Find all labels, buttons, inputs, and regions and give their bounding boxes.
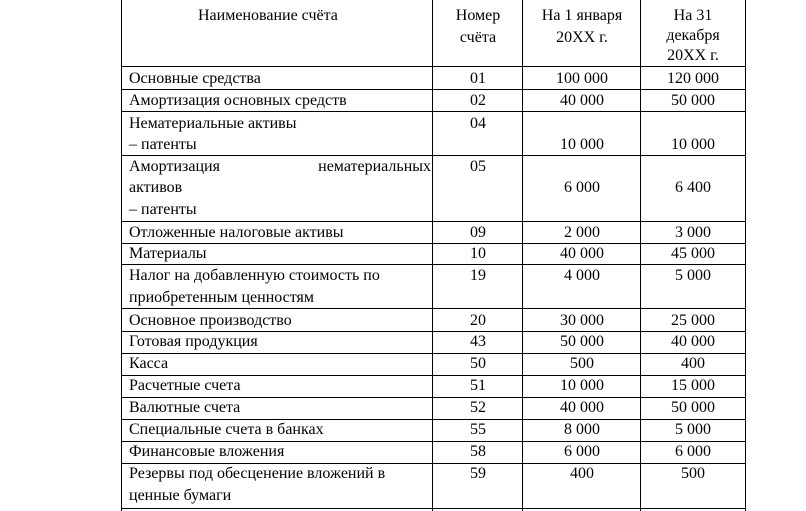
account-name: Нематериальные активы bbox=[129, 115, 297, 132]
value-dec: 3 000 bbox=[675, 224, 711, 241]
value-jan: 400 bbox=[570, 465, 594, 482]
account-name-cont: приобретенным ценностям bbox=[129, 289, 315, 306]
value-dec: 45 000 bbox=[671, 245, 715, 262]
account-name-part: активов bbox=[129, 179, 183, 196]
account-subname: – патенты bbox=[129, 201, 197, 218]
value-dec: 10 000 bbox=[671, 136, 715, 153]
account-number: 55 bbox=[470, 421, 486, 438]
value-jan: 10 000 bbox=[560, 377, 604, 394]
value-jan: 50 000 bbox=[560, 333, 604, 350]
account-name: Резервы под обесценение вложений в bbox=[129, 465, 386, 482]
account-name: Налог на добавленную стоимость по bbox=[129, 267, 380, 284]
value-dec: 50 000 bbox=[671, 399, 715, 416]
value-jan: 30 000 bbox=[560, 312, 604, 329]
value-dec: 40 000 bbox=[671, 333, 715, 350]
value-dec: 25 000 bbox=[671, 312, 715, 329]
value-jan: 40 000 bbox=[560, 92, 604, 109]
value-jan: 4 000 bbox=[564, 267, 600, 284]
account-name-cont: ценные бумаги bbox=[129, 487, 232, 504]
account-number: 04 bbox=[470, 115, 486, 132]
value-dec: 15 000 bbox=[671, 377, 715, 394]
account-name: Амортизация основных средств bbox=[129, 92, 347, 109]
account-number: 10 bbox=[470, 245, 486, 262]
account-number: 43 bbox=[470, 333, 486, 350]
value-dec: 400 bbox=[681, 355, 705, 372]
account-number: 51 bbox=[470, 377, 486, 394]
value-dec: 120 000 bbox=[667, 70, 719, 87]
header-account-number-line2: счёта bbox=[459, 29, 497, 46]
account-name: Готовая продукция bbox=[129, 333, 258, 350]
account-name-justified bbox=[129, 156, 431, 178]
value-jan: 6 000 bbox=[564, 443, 600, 460]
value-jan: 6 000 bbox=[564, 179, 600, 196]
account-number: 52 bbox=[470, 399, 486, 416]
header-dec-line2: декабря bbox=[666, 27, 720, 44]
account-number: 05 bbox=[470, 158, 486, 175]
account-name: Материалы bbox=[129, 245, 207, 262]
header-jan-line2: 20ХХ г. bbox=[556, 29, 608, 46]
header-dec-line1: На 31 bbox=[673, 7, 713, 24]
value-dec: 5 000 bbox=[675, 421, 711, 438]
account-number: 20 bbox=[470, 312, 486, 329]
header-account-name: Наименование счёта bbox=[198, 7, 338, 24]
value-dec: 6 000 bbox=[675, 443, 711, 460]
value-dec: 50 000 bbox=[671, 92, 715, 109]
value-jan: 40 000 bbox=[560, 245, 604, 262]
header-dec-line3: 20ХХ г. bbox=[667, 47, 719, 64]
value-dec: 500 bbox=[681, 465, 705, 482]
account-number: 58 bbox=[470, 443, 486, 460]
account-name: Основное производство bbox=[129, 312, 292, 329]
account-number: 09 bbox=[470, 224, 486, 241]
account-name: Отложенные налоговые активы bbox=[129, 224, 344, 241]
value-jan: 2 000 bbox=[564, 224, 600, 241]
account-subname: – патенты bbox=[129, 136, 197, 153]
value-jan: 100 000 bbox=[556, 70, 608, 87]
header-account-number-line1: Номер bbox=[455, 7, 501, 24]
account-number: 19 bbox=[470, 267, 486, 284]
account-name: Расчетные счета bbox=[129, 377, 241, 394]
account-name-part: нематериальных bbox=[318, 158, 431, 175]
account-name: Основные средства bbox=[129, 70, 261, 87]
account-name: Валютные счета bbox=[129, 399, 241, 416]
account-name: Финансовые вложения bbox=[129, 443, 285, 460]
account-number: 50 bbox=[470, 355, 486, 372]
account-name: Специальные счета в банках bbox=[129, 421, 324, 438]
account-name-part: Амортизация bbox=[129, 158, 220, 175]
header-jan-line1: На 1 января bbox=[541, 7, 623, 24]
value-jan: 8 000 bbox=[564, 421, 600, 438]
account-number: 59 bbox=[470, 465, 486, 482]
account-name: Касса bbox=[129, 355, 169, 372]
account-number: 01 bbox=[470, 70, 486, 87]
value-jan: 40 000 bbox=[560, 399, 604, 416]
value-dec: 5 000 bbox=[675, 267, 711, 284]
value-jan: 500 bbox=[570, 355, 594, 372]
value-dec: 6 400 bbox=[675, 179, 711, 196]
account-number: 02 bbox=[470, 92, 486, 109]
value-jan: 10 000 bbox=[560, 136, 604, 153]
